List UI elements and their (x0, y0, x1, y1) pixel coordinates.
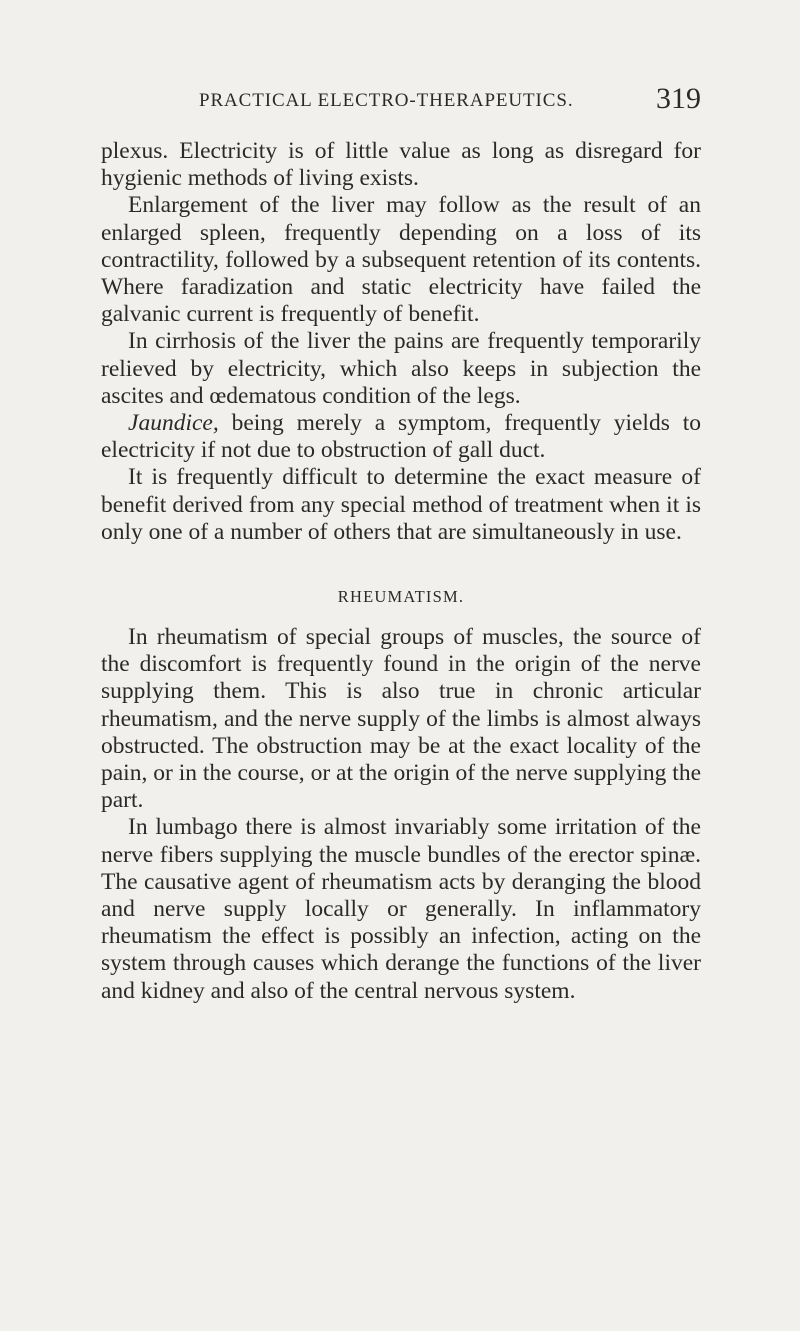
body-text (101, 138, 701, 1005)
jaundice-lead: Jaundice, (128, 410, 219, 437)
paragraph-plexus: plexus. Electricity is of little value as long as disregard for hygienic methods of living exists. (101, 138, 701, 192)
section-heading-rheumatism: RHEUMATISM. (337, 587, 465, 607)
paragraph-jaundice (101, 410, 701, 464)
running-head (101, 82, 701, 122)
paragraph-rheumatism: In rheumatism of special groups of muscles, the source of the discomfort is frequently found in the origin of the nerve supplying them. This is also true in chronic articular rheumatism, and the nerve supply of the limbs is almost always obstructed. The obstruction may be at the exact locality of the pain, or in the course, or at the origin of the nerve supplying the part. (101, 624, 701, 814)
paragraph-benefit-measure: It is frequently difficult to determine the exact measure of benefit derived from any special method of treatment when it is only one of a number of others that are simultaneously in use. (101, 464, 701, 545)
paragraph-lumbago: In lumbago there is almost invariably some irritation of the nerve fibers supplying the muscle bundles of the erector spinæ. The causative agent of rheumatism acts by deranging the blood and nerve supply locally or generally. In inflammatory rheumatism the effect is possibly an infection, acting on the system through causes which derange the functions of the liver and kidney and also of the central nervous system. (101, 814, 701, 1004)
jaundice-text: being merely a symptom, frequently yields to electricity if not due to obstruction of gall duct. (101, 410, 701, 464)
page-number: 319 (656, 82, 701, 115)
paragraph-liver-enlargement: Enlargement of the liver may follow as the result of an enlarged spleen, frequently depending on a loss of its contractility, followed by a subsequent retention of its contents. Where faradization and static electricity have failed the galvanic current is frequently of benefit. (101, 192, 701, 328)
paragraph-cirrhosis: In cirrhosis of the liver the pains are frequently temporarily relieved by electricity, which also keeps in subjection the ascites and œdematous condition of the legs. (101, 328, 701, 409)
running-title: PRACTICAL ELECTRO-THERAPEUTICS. (199, 90, 574, 111)
